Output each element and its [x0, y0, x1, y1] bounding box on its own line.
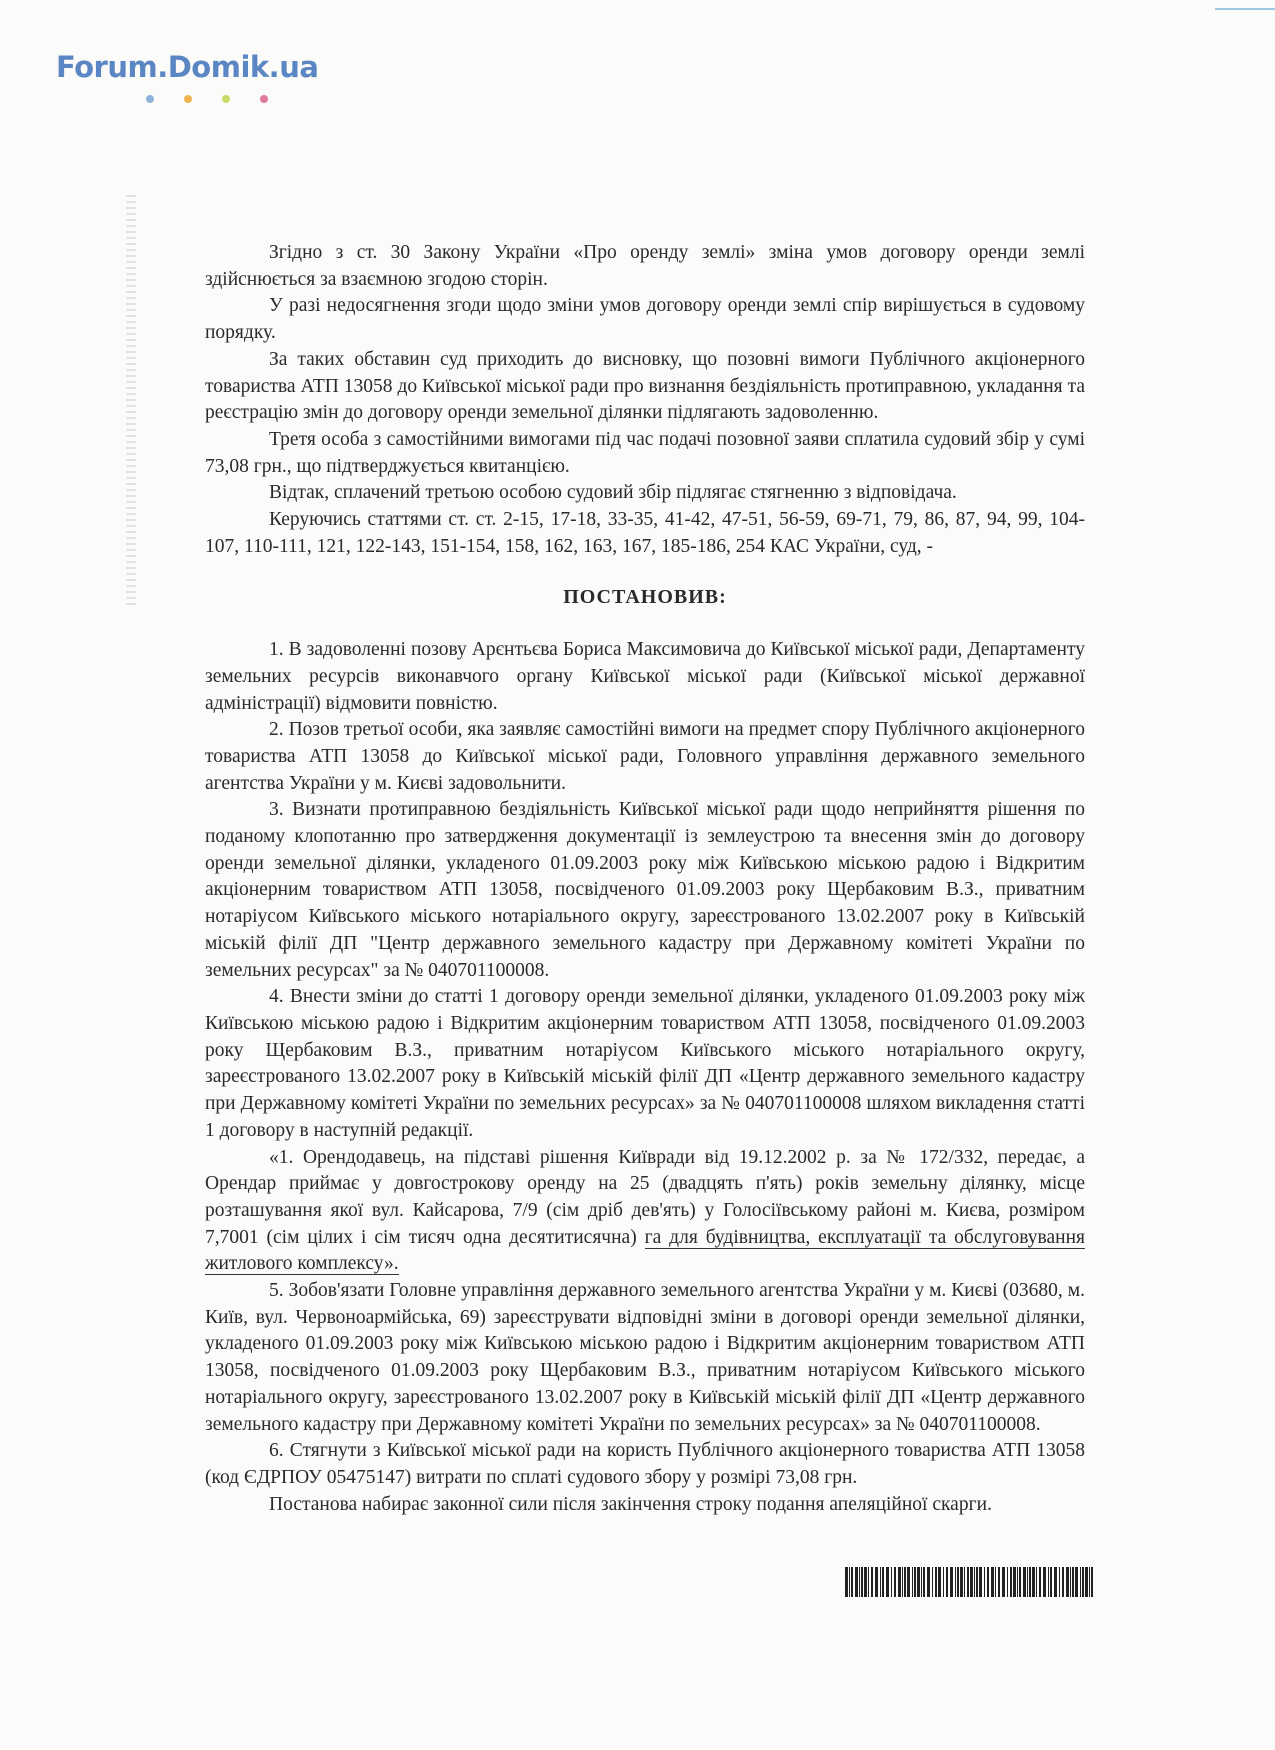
barcode-bar [902, 1567, 903, 1597]
barcode-bar [1032, 1567, 1035, 1597]
watermark-dot [222, 95, 230, 103]
barcode [845, 1567, 1095, 1603]
barcode-bar [917, 1567, 920, 1597]
barcode-bar [964, 1567, 965, 1597]
paragraph: За таких обставин суд приходить до висновку, що позовні вимоги Публічного акціонерного товариства АТП 13058 до Київської міської ради про визнання бездіяльність протиправною, укладання та реєстрацію змін до договору оренди земельної ділянки підлягають задоволенню. [205, 348, 1085, 424]
barcode-bar [1080, 1567, 1081, 1597]
barcode-bar [1027, 1567, 1028, 1597]
barcode-bar [946, 1567, 948, 1597]
barcode-bar [882, 1567, 884, 1597]
barcode-bar [898, 1567, 901, 1597]
barcode-bar [891, 1567, 892, 1597]
resolution-heading: ПОСТАНОВИВ: [563, 586, 727, 609]
barcode-bar [871, 1567, 873, 1597]
resolution-item-5: 5. Зобов'язати Головне управління державного земельного агентства України у м. Києві (03680, м. Київ, вул. Червоноармійська, 69) зареєструвати відповідні зміни в договорі оренди земельної ділянки, укладеного 01.09.2003 року між Київською міською радою і Відкритим акціонерним товариством АТП 13058, посвідченого 01.09.2003 року Щербаковим В.З., приватним нотаріусом Київського міського нотаріального округу, зареєстрованого 13.02.2007 року в Київській міській філії ДП «Центр державного земельного кадастру при Державному комітеті України по земельних ресурсах» за № 040701100008. [205, 1280, 1085, 1435]
barcode-bar [950, 1567, 953, 1597]
barcode-bar [1048, 1567, 1049, 1597]
barcode-bar [851, 1567, 853, 1597]
handwritten-underline-text: га для будівництва, експлуатації та обслуговування житлового комплексу». [205, 1226, 1085, 1275]
barcode-bar [967, 1567, 969, 1597]
paragraph: У разі недосягнення згоди щодо зміни умов договору оренди землі спір вирішується в судовому порядку. [205, 295, 1085, 344]
barcode-bar [938, 1567, 941, 1597]
barcode-bar [1013, 1567, 1016, 1597]
barcode-bar [904, 1567, 906, 1597]
barcode-bar [1039, 1567, 1041, 1597]
watermark-dot [260, 95, 268, 103]
barcode-bar [1089, 1567, 1090, 1597]
barcode-bar [1002, 1567, 1005, 1597]
barcode-bar [849, 1567, 850, 1597]
barcode-bar [995, 1567, 996, 1597]
barcode-bar [1091, 1567, 1093, 1597]
barcode-bar [987, 1567, 989, 1597]
barcode-bar [979, 1567, 982, 1597]
resolution-item-1: 1. В задоволенні позову Арєнтьєва Бориса Максимовича до Київської міської ради, Департаменту земельних ресурсів виконавчого органу Київської міської ради (Київської міської державної адміністрації) відмовити повністю. [205, 639, 1085, 714]
barcode-bar [1043, 1567, 1046, 1597]
barcode-bar [927, 1567, 930, 1597]
barcode-bar [1050, 1567, 1052, 1597]
resolution-item-3: 3. Визнати протиправною бездіяльність Київської міської ради щодо неприйняття рішення по поданому клопотанню про затвердження документації із землеустрою та внесення змін до договору оренди земельної ділянки, укладеного 01.09.2003 року між Київською міською радою і Відкритим акціонерним товариством АТП 13058, посвідченого 01.09.2003 року Щербаковим В.З., приватним нотаріусом Київського міського нотаріального округу, зареєстрованого 13.02.2007 року в Київській міській філії ДП "Центр державного земельного кадастру при Державному комітеті України по земельних ресурсах" за № 040701100008. [205, 799, 1085, 981]
barcode-bar [955, 1567, 956, 1597]
barcode-bar [1070, 1567, 1071, 1597]
barcode-bar [845, 1567, 848, 1597]
barcode-bar [1075, 1567, 1078, 1597]
barcode-bar [1029, 1567, 1031, 1597]
barcode-bar [1017, 1567, 1018, 1597]
barcode-bar [943, 1567, 944, 1597]
barcode-bar [1036, 1567, 1037, 1597]
barcode-bar [923, 1567, 925, 1597]
barcode-bar [935, 1567, 937, 1597]
barcode-bar [970, 1567, 973, 1597]
barcode-bar [1007, 1567, 1008, 1597]
barcode-bar [1059, 1567, 1060, 1597]
barcode-bar [984, 1567, 985, 1597]
quoted-article-text: «1. Орендодавець, на підставі рішення Київради від 19.12.2002 р. за № 172/332, передає, а Орендар приймає у довгострокову оренду на 25 (двадцять п'ять) років земельну ділянку, місце розташування якої вул. Кайсарова, 7/9 (сім дріб дев'ять) у Голосіївському районі м. Києва, розміром 7,7001 (сім цілих і сім тисяч одна десятитисячна) [205, 1146, 1085, 1248]
barcode-bar [914, 1567, 916, 1597]
paragraph: Згідно з ст. 30 Закону України «Про оренду землі» зміна умов договору оренди землі здійснюється за взаємною згодою сторін. [205, 242, 1085, 290]
barcode-bar [880, 1567, 881, 1597]
barcode-bar [859, 1567, 860, 1597]
paragraph: Керуючись статтями ст. ст. 2-15, 17-18, 33-35, 41-42, 47-51, 56-59, 69-71, 79, 86, 87, 94, 99, 104-107, 110-111, 121, 122-143, 151-154, 158, 162, 163, 167, 185-186, 254 КАС України, суд, - [205, 509, 1085, 557]
barcode-bar [886, 1567, 889, 1597]
paragraph: Відтак, сплачений третьою особою судовий збір підлягає стягненню з відповідача. [269, 482, 957, 504]
watermark-dot [146, 95, 154, 103]
barcode-bar [1054, 1567, 1057, 1597]
barcode-bar [998, 1567, 1000, 1597]
barcode-bar [1062, 1567, 1064, 1597]
barcode-bar [855, 1567, 858, 1597]
barcode-bar [875, 1567, 878, 1597]
watermark-dot [184, 95, 192, 103]
barcode-bar [1066, 1567, 1069, 1597]
barcode-bar [907, 1567, 910, 1597]
barcode-bar [868, 1567, 869, 1597]
barcode-bar [991, 1567, 994, 1597]
resolution-item-2: 2. Позов третьої особи, яка заявляє самостійні вимоги на предмет спору Публічного акціонерного товариства АТП 13058 до Київської міської ради, Головного управління державного земельного агентства України у м. Києві задовольнити. [205, 719, 1085, 794]
barcode-bar [960, 1567, 963, 1597]
document-body [205, 240, 1085, 1518]
barcode-bar [1085, 1567, 1088, 1597]
scan-edge-mark [1215, 8, 1275, 10]
barcode-bar [1072, 1567, 1074, 1597]
barcode-bar [1082, 1567, 1084, 1597]
barcode-bar [957, 1567, 959, 1597]
barcode-bar [974, 1567, 975, 1597]
barcode-bar [932, 1567, 933, 1597]
watermark-dots [146, 90, 298, 100]
barcode-bar [921, 1567, 922, 1597]
barcode-bar [894, 1567, 896, 1597]
barcode-bar [976, 1567, 978, 1597]
barcode-bar [912, 1567, 913, 1597]
quoted-article [205, 1145, 1085, 1279]
closing-statement: Постанова набирає законної сили після закінчення строку подання апеляційної скарги. [269, 1493, 992, 1515]
barcode-bar [1019, 1567, 1021, 1597]
barcode-bar [1023, 1567, 1026, 1597]
barcode-bar [1010, 1567, 1012, 1597]
resolution-item-4: 4. Внести зміни до статті 1 договору оренди земельної ділянки, укладеного 01.09.2003 року між Київською міською радою і Відкритим акціонерним товариством АТП 13058, посвідченого 01.09.2003 року Щербаковим В.З., приватним нотаріусом Київського міського нотаріального округу, зареєстрованого 13.02.2007 року в Київській міській філії ДП «Центр державного земельного кадастру при Державному комітеті України по земельних ресурсах» за № 040701100008 шляхом викладення статті 1 договору в наступній редакції. [205, 986, 1085, 1141]
scan-margin-noise [126, 195, 136, 605]
barcode-bar [864, 1567, 867, 1597]
barcode-bar [861, 1567, 863, 1597]
watermark-logo: Forum.Domik.ua [56, 50, 319, 84]
resolution-item-6: 6. Стягнути з Київської міської ради на користь Публічного акціонерного товариства АТП 13058 (код ЄДРПОУ 05475147) витрати по сплаті судового збору у розмірі 73,08 грн. [205, 1440, 1085, 1488]
paragraph: Третя особа з самостійними вимогами під час подачі позовної заяви сплатила судовий збір у сумі 73,08 грн., що підтверджується квитанцією. [205, 428, 1085, 477]
